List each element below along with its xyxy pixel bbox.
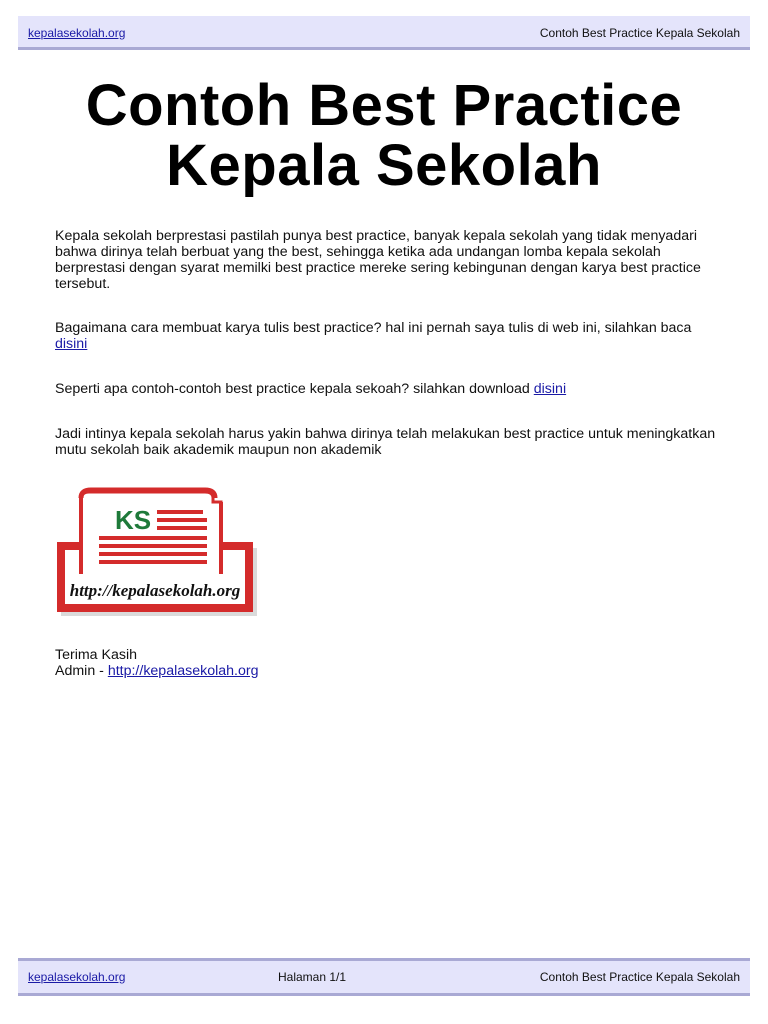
- paragraph-conclusion: Jadi intinya kepala sekolah harus yakin bahwa dirinya telah melakukan best practice untuk meningkatkan mutu sekolah baik akademik maupun non akademik: [55, 426, 716, 458]
- svg-text:KS: KS: [115, 505, 152, 535]
- closing-thanks: Terima Kasih: [55, 647, 137, 663]
- header-doc-title: Contoh Best Practice Kepala Sekolah: [539, 26, 740, 40]
- page-title: [30, 73, 738, 198]
- title-line-2: Kepala Sekolah: [166, 133, 602, 198]
- footer-page-number: Halaman 1/1: [278, 970, 347, 984]
- title-line-1: Contoh Best Practice: [85, 73, 683, 138]
- paragraph-download-text: Seperti apa contoh-contoh best practice kepala sekoah? silahkan download: [55, 381, 534, 397]
- admin-label: Admin -: [55, 663, 108, 679]
- footer-site-link[interactable]: kepalasekolah.org: [28, 970, 126, 984]
- paragraph-how-to-text: Bagaimana cara membuat karya tulis best practice? hal ini pernah saya tulis di web ini, silahkan baca: [55, 320, 692, 336]
- header-site-link[interactable]: kepalasekolah.org: [28, 26, 126, 40]
- paragraph-how-to: [55, 320, 723, 352]
- page-header: [18, 16, 750, 50]
- paragraph-intro: Kepala sekolah berprestasi pastilah punya best practice, banyak kepala sekolah yang tidak menyadari bahwa dirinya telah berbuat yang the best, sehingga ketika ada undangan lomba kepala sekolah berprestasi dengan syarat memilki best practice mereke sering kebingunan dengan karya best practice tersebut.: [55, 228, 701, 292]
- page-footer: [18, 958, 750, 996]
- kepalasekolah-logo: [55, 486, 259, 620]
- closing-admin: [55, 663, 723, 679]
- admin-site-link[interactable]: http://kepalasekolah.org: [107, 663, 259, 679]
- disini-link-1[interactable]: disini: [55, 336, 88, 352]
- svg-text:http://kepalasekolah.org: http://kepalasekolah.org: [69, 581, 241, 600]
- paragraph-download: [55, 381, 723, 397]
- disini-link-2[interactable]: disini: [533, 381, 567, 397]
- footer-doc-title: Contoh Best Practice Kepala Sekolah: [539, 970, 740, 984]
